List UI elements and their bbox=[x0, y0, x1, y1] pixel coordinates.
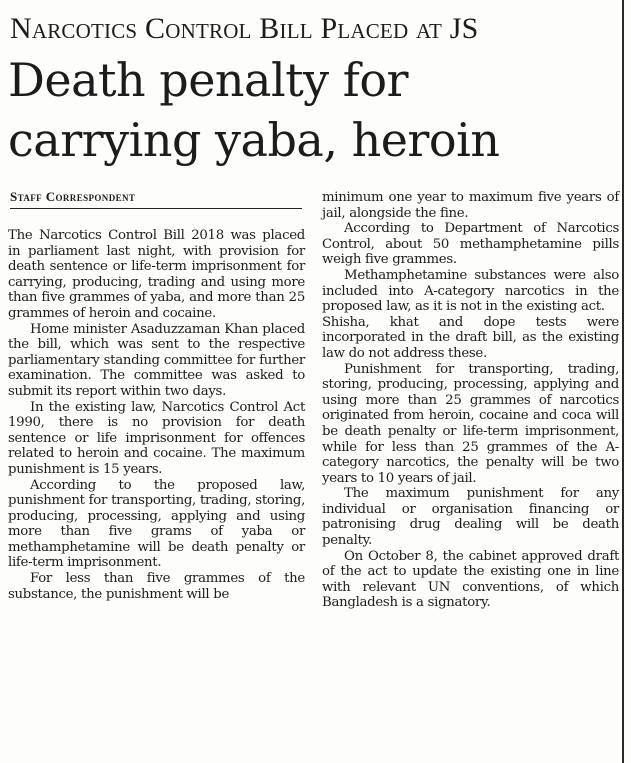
paragraph: The Narcotics Control Bill 2018 was placed in parliament last night, with provision for death sentence or life-term imprisonment for carrying, producing, trading and using more than five grammes of yaba, and more than 25 grammes of heroin and cocaine. bbox=[8, 228, 305, 321]
paragraph: Methamphetamine substances were also included into A-category narcotics in the proposed law, as it is not in the existing act. bbox=[322, 267, 619, 315]
kicker-headline: Narcotics Control Bill Placed at JS bbox=[10, 12, 479, 45]
paragraph: Shisha, khat and dope tests were incorporated in the draft bill, as the existing law do not address these. bbox=[322, 314, 619, 361]
article-column-left bbox=[8, 228, 305, 602]
paragraph: Home minister Asaduzzaman Khan placed the bill, which was sent to the respective parliamentary standing committee for further examination. The committee was asked to submit its report within two days. bbox=[8, 321, 305, 399]
headline-line-1: Death penalty for bbox=[8, 53, 408, 107]
paragraph: In the existing law, Narcotics Control Act 1990, there is no provision for death sentence or life imprisonment for offences related to heroin and cocaine. The maximum punishment is 15 years. bbox=[8, 399, 305, 477]
paragraph: For less than five grammes of the substance, the punishment will be bbox=[8, 571, 305, 602]
headline-line-2: carrying yaba, heroin bbox=[8, 113, 500, 167]
column-divider-rule bbox=[622, 0, 624, 763]
byline: Staff Correspondent bbox=[10, 189, 302, 209]
paragraph: minimum one year to maximum five years of jail, alongside the fine. bbox=[322, 190, 619, 221]
paragraph: According to the proposed law, punishment for transporting, trading, storing, producing, processing, applying and using more than five grams of yaba or methamphetamine will be death penalty or life-term imprisonment. bbox=[8, 477, 305, 571]
article-column-right bbox=[322, 190, 619, 611]
paragraph: According to Department of Narcotics Control, about 50 methamphetamine pills weigh five grammes. bbox=[322, 221, 619, 268]
paragraph: The maximum punishment for any individual or organisation financing or patronising drug dealing will be death penalty. bbox=[322, 486, 619, 549]
paragraph: Punishment for transporting, trading, storing, producing, processing, applying and using more than 25 grammes of narcotics originated from heroin, cocaine and coca will be death penalty or life-term imprisonment, while for less than 25 grammes of the A-category narcotics, the penalty will be two years to 10 years of jail. bbox=[322, 361, 619, 486]
main-headline bbox=[8, 50, 618, 170]
paragraph: On October 8, the cabinet approved draft of the act to update the existing one in line with relevant UN conventions, of which Bangladesh is a signatory. bbox=[322, 548, 619, 611]
